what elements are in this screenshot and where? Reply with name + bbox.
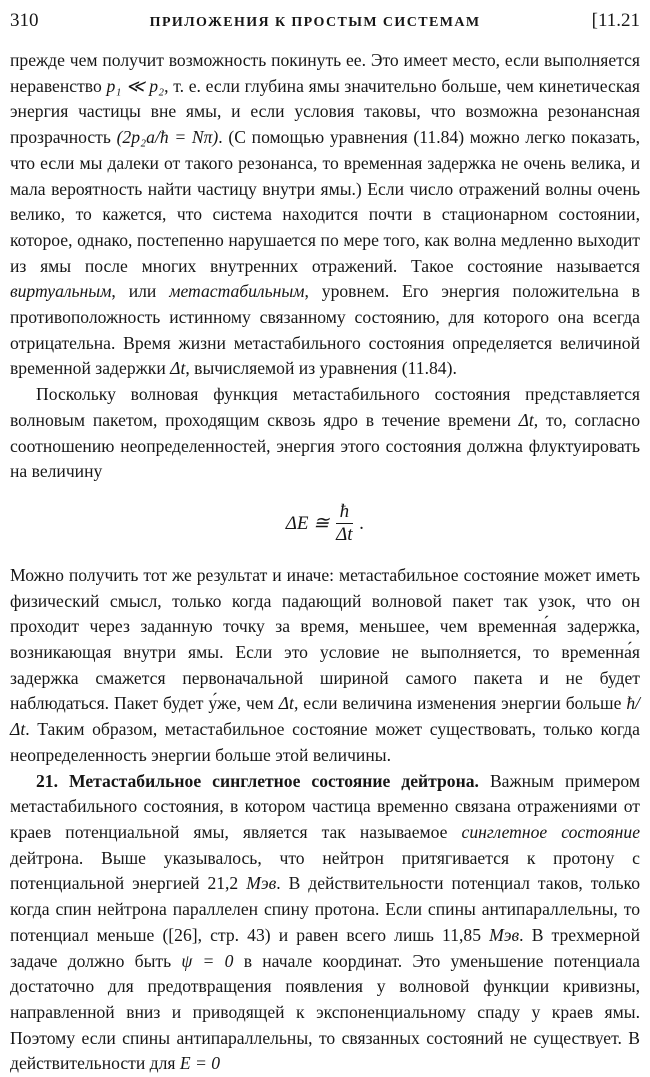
term-metastable: метастабильным <box>169 281 305 302</box>
page-header <box>10 10 640 36</box>
resonance-condition: (2p₂a/ħ = Nπ) <box>116 127 219 148</box>
page-body <box>10 48 640 1077</box>
formula-numerator: ħ <box>336 501 354 524</box>
formula-lhs: ΔE ≅ <box>285 513 330 535</box>
page-number: 310 <box>10 10 39 31</box>
formula-period: . <box>359 513 365 535</box>
section-title: 21. Метастабильное синглетное состояние дейтрона. <box>36 770 479 791</box>
uncertainty-formula <box>10 485 640 563</box>
term-singlet: синглетное состояние <box>461 821 641 842</box>
paragraph-1: прежде чем получит возможность покинуть ее. Это имеет место, если выполняется неравенство p₁ ≪ p₂, т. е. если глубина ямы значительно больше, чем кинетическая энергия частицы вне ямы, и если условия таковы, что возможна резонансная прозрачность (2p₂a/ħ = Nπ). (С помощью уравнения (11.84) можно легко показать, что если мы далеки от такого резонанса, то временная задержка не очень велика, и мала вероятность найти частицу внутри ямы.) Если число отражений волны очень велико, то кажется, что система находится почти в стационарном состоянии, которое, однако, постепенно нарушается по мере того, как волна медленно выходит из ямы после многих внутренних отражений. Такое состояние называется виртуальным, или метастабильным, уровнем. Его энергия положительна в противоположность истинному связанному состоянию, для которого она всегда отрицательна. Время жизни метастабильного состояния определяется величиной временной задержки Δt, вычисляемой из уравнения (11.84). <box>10 50 641 379</box>
running-title: ПРИЛОЖЕНИЯ К ПРОСТЫМ СИСТЕМАМ <box>149 15 481 30</box>
paragraph-2: Поскольку волновая функция метастабильного состояния представляется волновым пакетом, проходящим сквозь ядро в течение времени Δt, то, согласно соотношению неопределенностей, энергия этого состояния должна флуктуировать на величину <box>10 384 641 482</box>
term-virtual: виртуальным <box>10 281 112 302</box>
inequality: p₁ ≪ p₂ <box>106 75 165 96</box>
paragraph-4: 21. Метастабильное синглетное состояние дейтрона. Важным примером метастабильного состояния, в котором частица временно связана отражениями от краев потенциальной ямы, является так называемое синглетное состояние дейтрона. Выше указывалось, что нейтрон притягивается к протону с потенциальной энергией 21,2 Мэв. В действительности потенциал таков, только когда спин нейтрона параллелен спину протона. Если спины антипараллельны, то потенциал меньше ([26], стр. 43) и равен всего лишь 11,85 Мэв. В трехмерной задаче должно быть ψ = 0 в начале координат. Это уменьшение потенциала достаточно для предотвращения появления у волновой функции кривизны, направленной вниз и приводящей к экспоненциальному спаду у краев ямы. Поэтому если спины антипараллельны, то связанных состояний не существует. В действительности для E = 0 <box>10 770 641 1074</box>
paragraph-3: Можно получить тот же результат и иначе: метастабильное состояние может иметь физический смысл, только когда падающий волновой пакет так узок, что он проходит через заданную точку за время, меньшее, чем временна́я задержка, возникающая внутри ямы. Если это условие не выполняется, то временна́я задержка смажется первоначальной шириной самого пакета и не будет наблюдаться. Пакет будет у́же, чем Δt, если величина изменения энергии больше ħ/Δt. Таким образом, метастабильное состояние может существовать, только когда неопределенность энергии больше этой величины. <box>10 564 640 765</box>
section-reference: [11.21 <box>591 10 640 31</box>
formula-fraction <box>332 501 356 546</box>
delay-symbol: Δt <box>170 358 186 379</box>
formula-denominator: Δt <box>336 524 353 546</box>
